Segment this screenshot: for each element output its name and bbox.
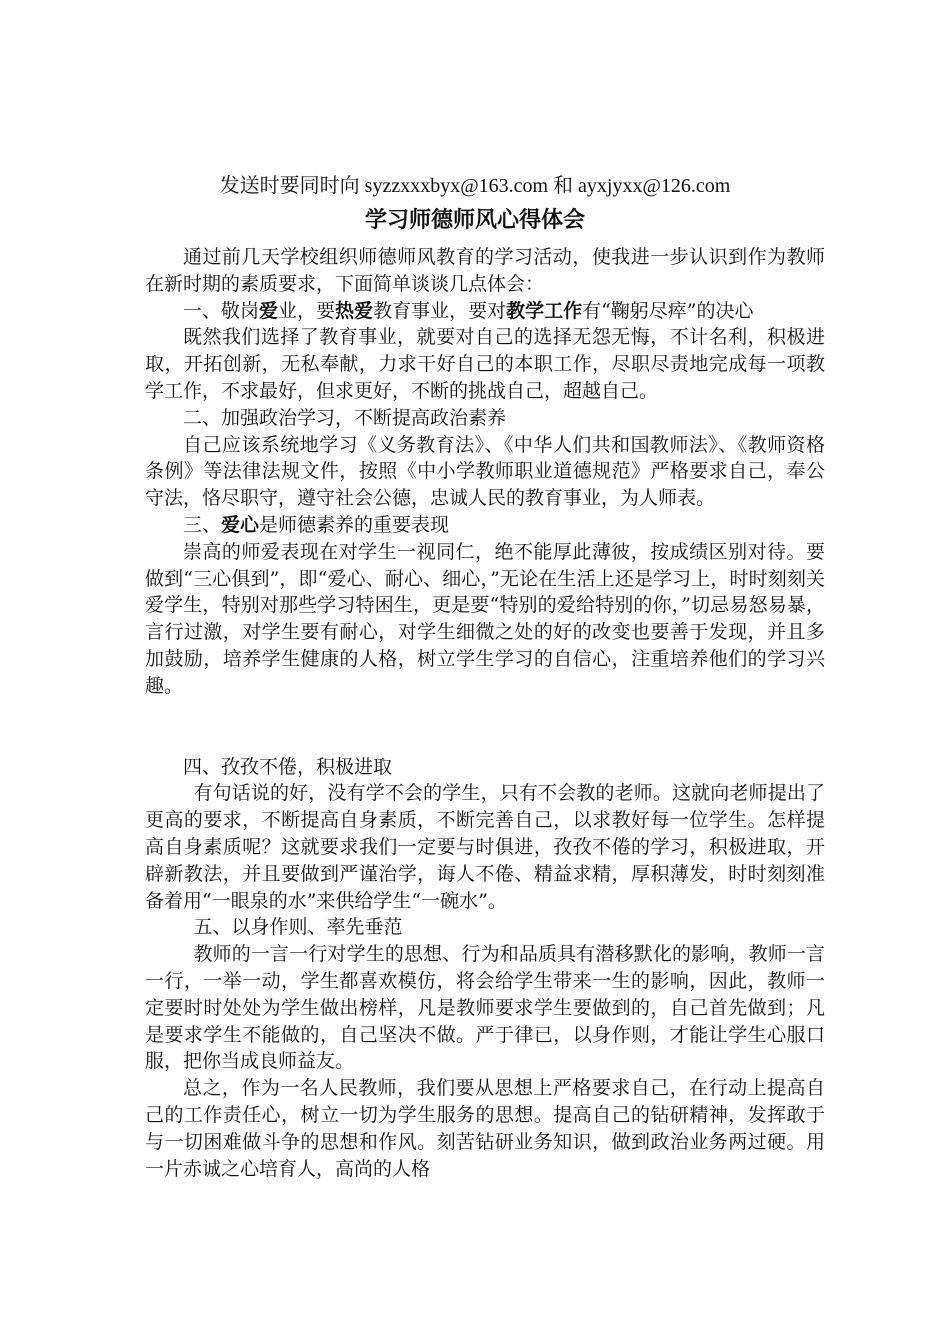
section-1-heading-part: 一、敬岗 (183, 299, 260, 322)
section-1-heading-bold: 热爱 (335, 299, 374, 322)
conclusion-paragraph: 总之，作为一名人民教师，我们要从思想上严格要求自己，在行动上提高自己的工作责任心，树立一切为学生服务的思想。提高自己的钻研精神，发挥敢于与一切困难做斗争的思想和作风。刻苦钻研业务知识，做到政治业务两过硬。用一片赤诚之心培育人，高尚的人格 (145, 1077, 825, 1180)
document-body (145, 244, 825, 1182)
section-1-heading-bold: 爱 (259, 299, 279, 322)
section-5-heading: 五、以身作则、率先垂范 (193, 916, 403, 939)
section-4-body: 有句话说的好，没有学不会的学生，只有不会教的老师。这就向老师提出了更高的要求，不断提高自身素质，不断完善自己，以求教好每一位学生。怎样提高自身素质呢？这就要求我们一定要与时俱进，孜孜不倦的学习，积极进取，开辟新教法，并且要做到严谨治学，诲人不倦、精益求精，厚积薄发，时时刻刻准备着用“一眼泉的水”来供给学生“一碗水”。 (145, 782, 825, 912)
section-3-heading-bold: 爱心 (221, 513, 260, 536)
intro-paragraph: 通过前几天学校组织师德师风教育的学习活动，使我进一步认识到作为教师在新时期的素质要求，下面简单谈谈几点体会： (145, 246, 825, 295)
section-2-heading: 二、加强政治学习，不断提高政治素养 (183, 406, 507, 429)
section-3-heading-part: 是师德素养的重要表现 (259, 513, 450, 536)
section-1-heading-part: 业，要 (278, 299, 336, 322)
section-5-body: 教师的一言一行对学生的思想、行为和品质具有潜移默化的影响，教师一言一行，一举一动，学生都喜欢模仿，将会给学生带来一生的影响，因此，教师一定要时时处处为学生做出榜样，凡是教师要求学生要做到的，自己首先做到；凡是要求学生不能做的，自己坚决不做。严于律已，以身作则，才能让学生心服口服，把你当成良师益友。 (145, 943, 825, 1073)
section-1-heading-part: 有“鞠躬尽瘁”的决心 (582, 299, 754, 322)
section-3-heading-part: 三、 (183, 513, 222, 536)
section-4-heading: 四、孜孜不倦，积极进取 (183, 755, 393, 778)
section-2-body: 自己应该系统地学习《义务教育法》、《中华人们共和国教师法》、《教师资格条例》等法律法规文件，按照《中小学教师职业道德规范》严格要求自己，奉公守法，恪尽职守，遵守社会公德，忠诚人民的教育事业，为人师表。 (145, 433, 825, 510)
email-notice: 发送时要同时向 syzzxxxbyx@163.com 和 ayxjyxx@126.com (219, 175, 731, 197)
section-1-body: 既然我们选择了教育事业，就要对自己的选择无怨无悔，不计名利，积极进取，开拓创新，无私奉献，力求干好自己的本职工作，尽职尽责地完成每一项教学工作，不求最好，但求更好，不断的挑战自己，超越自己。 (145, 326, 825, 402)
document-title: 学习师德师风心得体会 (364, 208, 585, 233)
section-3-body: 崇高的师爱表现在对学生一视同仁，绝不能厚此薄彼，按成绩区别对待。要做到“三心俱到”，即“爱心、耐心、细心，”无论在生活上还是学习上，时时刻刻关爱学生，特别对那些学习特困生，更是要“特别的爱给特别的你，”切忌易怒易暴，言行过激，对学生要有耐心，对学生细微之处的好的改变也要善于发现，并且多加鼓励，培养学生健康的人格，树立学生学习的自信心，注重培养他们的学习兴趣。 (145, 540, 825, 697)
section-3-heading (145, 512, 825, 539)
section-1-heading-bold: 教学工作 (506, 299, 583, 322)
paragraph-gap (145, 700, 825, 754)
section-1-heading-part: 教育事业，要对 (373, 299, 507, 322)
section-1-heading (145, 298, 825, 325)
